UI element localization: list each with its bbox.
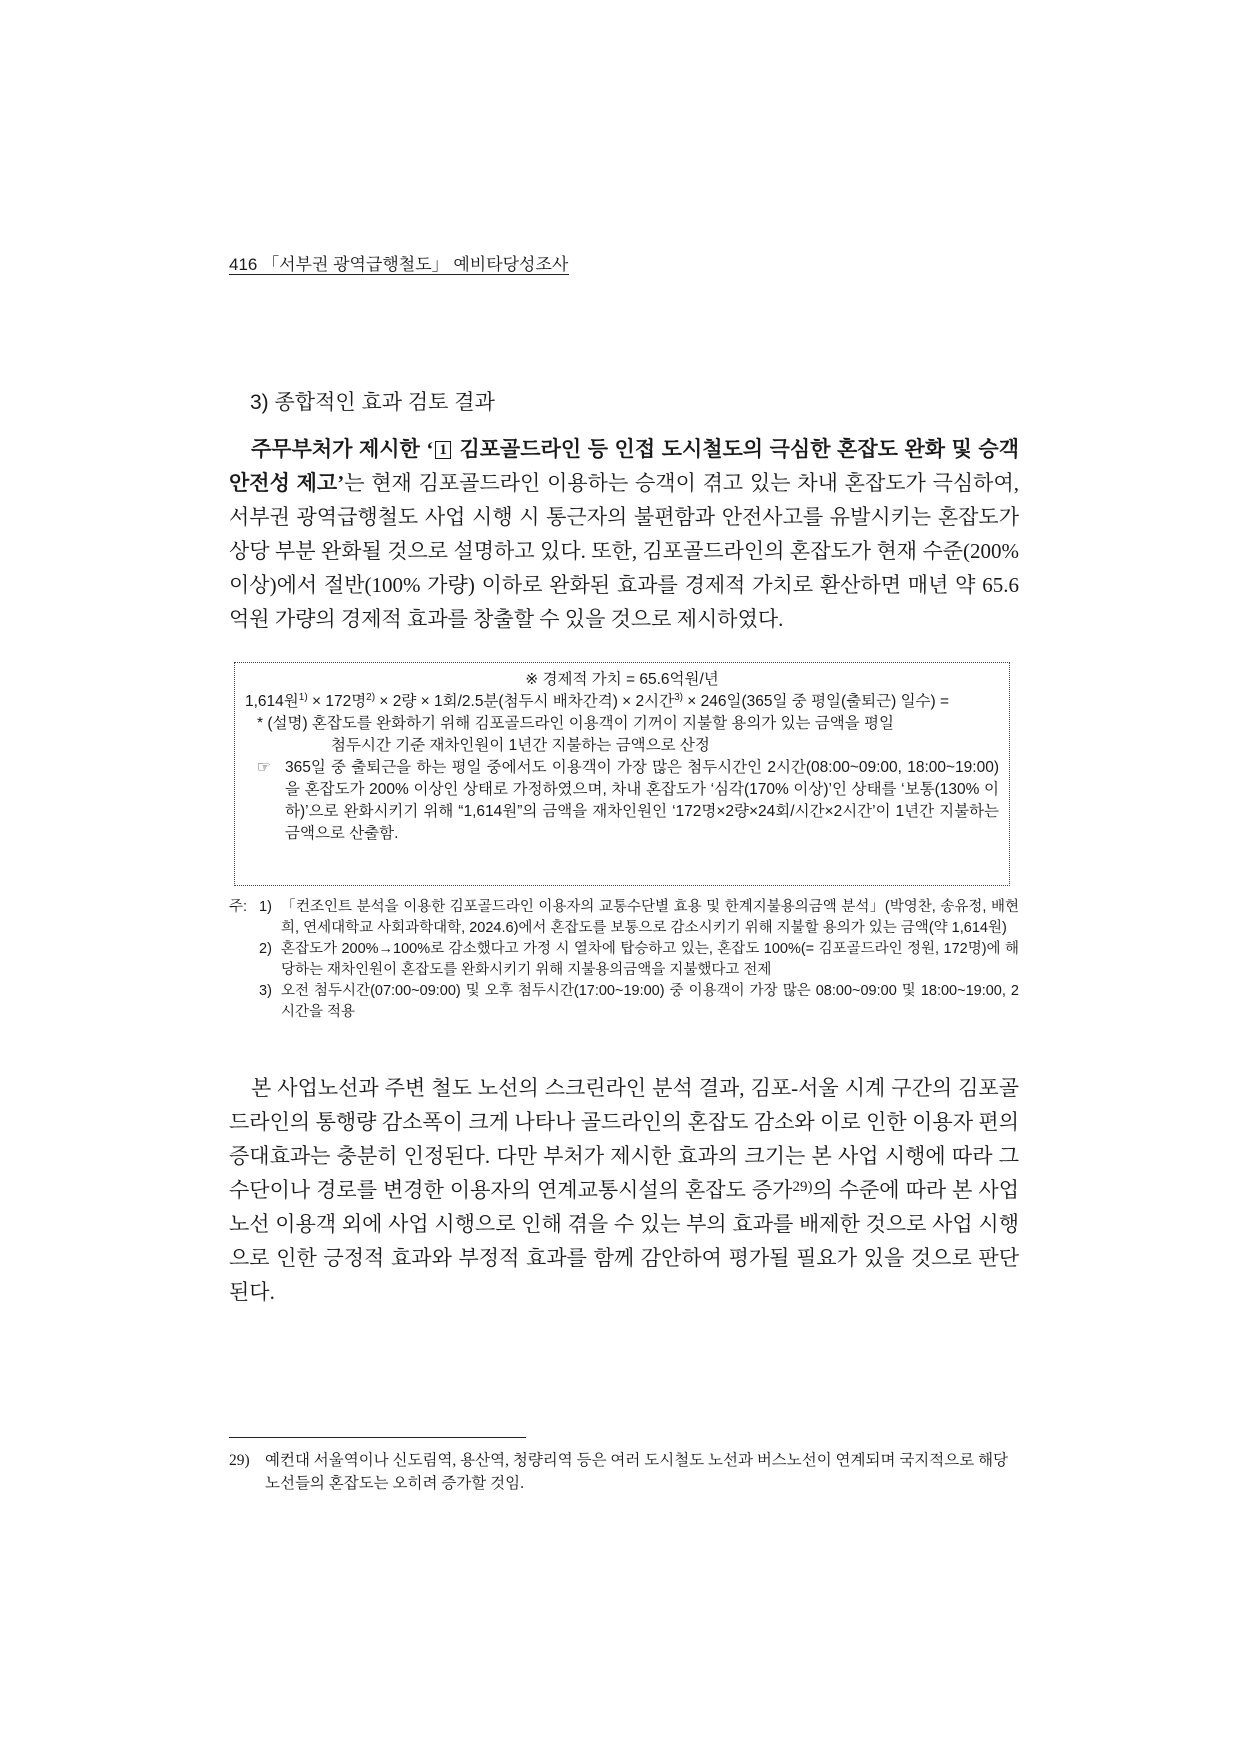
note-number: 1) — [259, 899, 272, 915]
note-number: 3) — [259, 983, 272, 999]
calc-note — [235, 757, 1009, 845]
formula-people: × 172명 — [307, 693, 367, 710]
note-number: 2) — [259, 941, 272, 957]
calc-description-line2: 첨두시간 기준 재차인원이 1년간 지불하는 금액으로 산정 — [331, 737, 710, 754]
para2-text-b: 의 수준에 따라 본 사업노선 이용객 외에 사업 시행으로 인해 겪을 수 있는 부의 효과를 배제한 것으로 사업 시행으로 인한 긍정적 효과와 부정적 효과를 함께 감안하여 평가될 필요가 있을 것으로 판단된다. — [229, 1178, 1020, 1304]
calc-description — [235, 713, 1009, 757]
formula-sup3: 3) — [674, 692, 683, 703]
footnote-ref: 29) — [792, 1179, 813, 1195]
boxed-number: 1 — [435, 441, 451, 459]
pointing-hand-icon: ☞ — [257, 759, 271, 776]
economic-value-box — [234, 662, 1010, 886]
note-text: 「컨조인트 분석을 이용한 김포골드라인 이용자의 교통수단별 효용 및 한계지불용의금액 분석」(박영찬, 송유정, 배현희, 연세대학교 사회과학대학, 2024.6)에서 혼잡도를 보통으로 감소시키기 위해 지불할 용의가 있는 금액(약 1,614원) — [281, 899, 1019, 936]
formula-rest-b: × 246일(365일 중 평일(출퇴근) 일수) = — [683, 693, 950, 710]
para1-rest: 는 현재 김포골드라인 이용하는 승객이 겪고 있는 차내 혼잡도가 극심하여, 서부권 광역급행철도 사업 시행 시 통근자의 불편함과 안전사고를 유발시키는 혼잡도가 상당 부분 완화될 것으로 설명하고 있다. 또한, 김포골드라인의 혼잡도가 현재 수준(200% 이상)에서 절반(100% 가량) 이하로 완화된 효과를 경제적 가치로 환산하면 매년 약 65.6억원 가량의 경제적 효과를 창출할 수 있을 것으로 제시하였다. — [229, 471, 1019, 631]
footnote-rule — [229, 1437, 526, 1438]
formula-amount: 1,614원 — [245, 693, 299, 710]
note-item — [229, 897, 1019, 939]
paragraph-effect-claim — [229, 432, 1019, 636]
footnote-text: 예컨대 서울역이나 신도림역, 용산역, 청량리역 등은 여러 도시철도 노선과 버스노선이 연계되며 국지적으로 해당 노선들의 혼잡도는 오히려 증가할 것임. — [265, 1452, 1009, 1492]
header-rule — [229, 274, 569, 275]
calc-formula — [235, 691, 1009, 713]
para1-lead: 주무부처가 제시한 ‘ — [251, 437, 434, 461]
page-number: 416 — [229, 255, 258, 274]
running-header — [229, 250, 1019, 275]
formula-sup1: 1) — [298, 692, 308, 703]
report-title: 「서부권 광역급행철도」 예비타당성조사 — [262, 255, 569, 274]
box-notes — [229, 897, 1019, 1023]
note-item — [229, 939, 1019, 981]
para1-bold-effect: 김포골드라인 등 인접 도시철도의 극심한 혼잡도 완화 및 승객 안전성 제고’ — [229, 437, 1019, 495]
paragraph-evaluation — [229, 1071, 1019, 1309]
formula-sup2: 2) — [366, 692, 376, 703]
note-item — [229, 981, 1019, 1023]
note-text: 오전 첨두시간(07:00~09:00) 및 오후 첨두시간(17:00~19:00) 중 이용객이 가장 많은 08:00~09:00 및 18:00~19:00, 2시간을 적용 — [281, 983, 1019, 1020]
note-text: 혼잡도가 200%→100%로 감소했다고 가정 시 열차에 탑승하고 있는, 혼잡도 100%(= 김포골드라인 정원, 172명)에 해당하는 재차인원이 혼잡도를 완화시키기 위해 지불용의금액을 지불했다고 전제 — [281, 941, 1019, 978]
footnote-number: 29) — [229, 1452, 250, 1469]
section-title: 3) 종합적인 효과 검토 결과 — [250, 391, 495, 414]
footnote — [229, 1449, 1019, 1495]
calc-title: ※ 경제적 가치 = 65.6억원/년 — [525, 671, 719, 688]
notes-lead: 주: — [229, 899, 248, 915]
calc-note-text: 365일 중 출퇴근을 하는 평일 중에서도 이용객이 가장 많은 첨두시간인 2시간(08:00~09:00, 18:00~19:00)을 혼잡도가 200% 이상인 상태로 가정하였으며, 차내 혼잡도가 ‘심각(170% 이상)’인 상태를 ‘보통(130% 이하)’으로 완화시키기 위해 “1,614원”의 금액을 재차인원인 ‘172명×2량×24회/시간×2시간’이 1년간 지불하는 금액으로 산출함. — [285, 759, 999, 842]
formula-rest-a: × 2량 × 1회/2.5분(첨두시 배차간격) × 2시간 — [375, 693, 675, 710]
para2-text-a: 본 사업노선과 주변 철도 노선의 스크린라인 분석 결과, 김포-서울 시계 구간의 김포골드라인의 통행량 감소폭이 크게 나타나 골드라인의 혼잡도 감소와 이로 인한 이용자 편의 증대효과는 충분히 인정된다. 다만 부처가 제시한 효과의 크기는 본 사업 시행에 따라 그 수단이나 경로를 변경한 이용자의 연계교통시설의 혼잡도 증가 — [229, 1076, 1019, 1202]
calc-description-line1: * (설명) 혼잡도를 완화하기 위해 김포골드라인 이용객이 기꺼이 지불할 용의가 있는 금액을 평일 — [257, 715, 895, 732]
